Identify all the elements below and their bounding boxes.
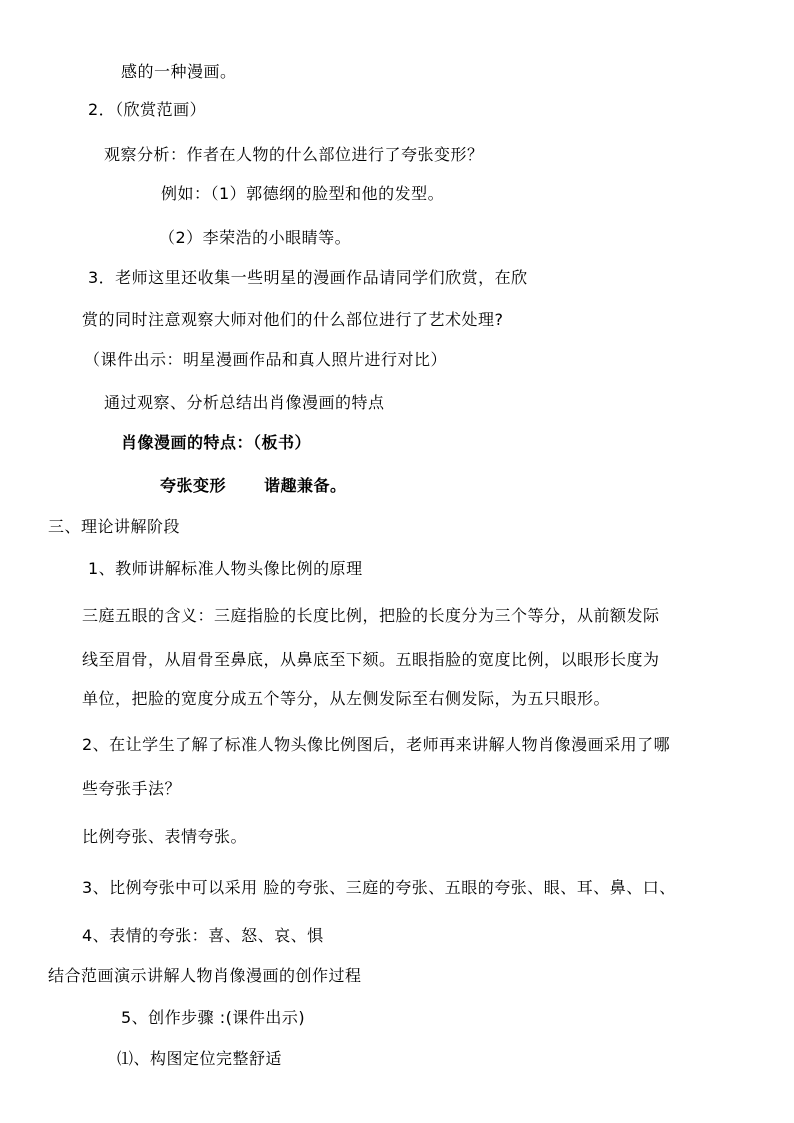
text-line: 赏的同时注意观察大师对他们的什么部位进行了艺术处理? [82,310,504,329]
text-line: 感的一种漫画。 [121,62,237,81]
text-line: 5、创作步骤 :(课件出示) [121,1008,306,1027]
text-line: 线至眉骨，从眉骨至鼻底，从鼻底至下颏。五眼指脸的宽度比例，以眼形长度为 [82,650,660,669]
text-line: 3．老师这里还收集一些明星的漫画作品请同学们欣赏，在欣 [88,268,528,287]
text-line: 3、比例夸张中可以采用 脸的夸张、三庭的夸张、五眼的夸张、眼、耳、鼻、口、 [82,878,676,897]
text-line: 2、在让学生了解了标准人物头像比例图后，老师再来讲解人物肖像漫画采用了哪 [82,735,671,754]
text-line: 观察分析：作者在人物的什么部位进行了夸张变形？ [104,145,484,164]
text-line: ⑴、构图定位完整舒适 [117,1049,283,1068]
text-line: 些夸张手法？ [82,779,182,798]
text-line: （课件出示：明星漫画作品和真人照片进行对比） [84,350,448,369]
text-line: 通过观察、分析总结出肖像漫画的特点 [104,393,385,412]
bold-keyword: 夸张变形 [160,476,227,495]
text-line: 三庭五眼的含义：三庭指脸的长度比例，把脸的长度分为三个等分，从前额发际 [82,606,660,625]
text-line: （2）李荣浩的小眼睛等。 [159,228,352,247]
text-line: 4、表情的夸张：喜、怒、哀、惧 [82,926,324,945]
bold-heading: 肖像漫画的特点：（板书） [121,433,312,452]
bold-keyword: 谐趣兼备。 [264,476,347,495]
text-line: 单位，把脸的宽度分成五个等分，从左侧发际至右侧发际，为五只眼形。 [82,689,611,708]
text-line: 2．（欣赏范画） [88,100,207,119]
text-line: 1、教师讲解标准人物头像比例的原理 [88,559,363,578]
text-line: 比例夸张、表情夸张。 [82,827,248,846]
text-line: 结合范画演示讲解人物肖像漫画的创作过程 [48,966,362,985]
text-line: 例如：（1）郭德纲的脸型和他的发型。 [161,184,445,203]
section-heading: 三、理论讲解阶段 [48,517,181,536]
